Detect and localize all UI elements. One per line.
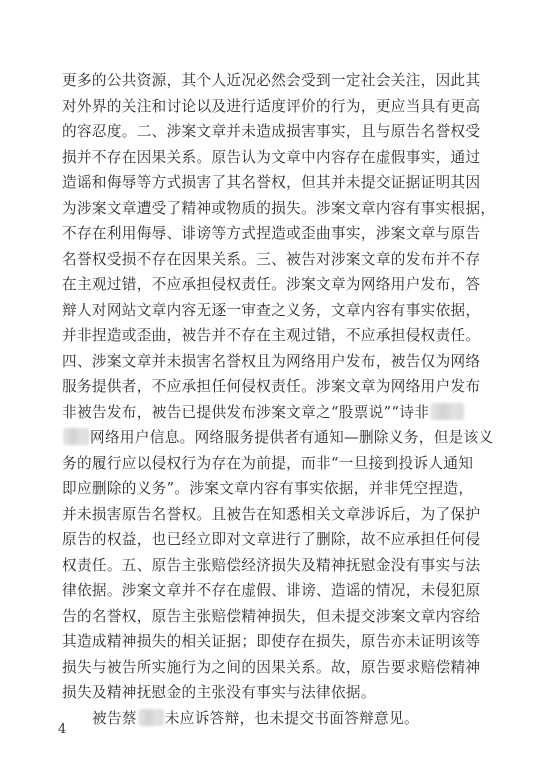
text-line-with-redaction: [62, 425, 502, 451]
text-line: 并未损害原告名誉权。且被告在知悉相关文章涉诉后，为了保护: [62, 505, 481, 523]
text-line: 不存在利用侮辱、诽谤等方式捏造或歪曲事实，涉案文章与原告: [62, 225, 481, 242]
text-line: 为涉案文章遭受了精神或物质的损失。涉案文章内容有事实根据，: [62, 199, 496, 217]
text-line: 四、涉案文章并未损害名誉权且为网络用户发布，被告仅为网络: [62, 352, 481, 370]
text-segment: 未应诉答辩，也未提交书面答辩意见。: [164, 709, 419, 727]
page-number: 4: [58, 722, 67, 737]
text-line: 损失与被告所实施行为之间的因果关系。故，原告要求赔偿精神: [62, 658, 481, 676]
text-line: 的容忍度。二、涉案文章并未造成损害事实，且与原告名誉权受: [62, 123, 481, 140]
text-line: 律依据。涉案文章并不存在虚假、诽谤、造谣的情况，未侵犯原: [62, 582, 481, 599]
text-line: 更多的公共资源，其个人近况必然会受到一定社会关注，因此其: [62, 72, 481, 89]
text-line: 在主观过错，不应承担侵权责任。涉案文章为网络用户发布，答: [62, 276, 481, 293]
redaction-blur: [138, 709, 164, 726]
text-line: 辩人对网站文章内容无逐一审查之义务，文章内容有事实依据，: [62, 301, 481, 319]
text-segment: 网络用户信息。网络服务提供者有通知—删除义务，但是该义: [90, 429, 494, 446]
text-line: 并非捏造或歪曲，被告并不存在主观过错，不应承担侵权责任。: [62, 327, 481, 344]
text-line: 对外界的关注和讨论以及进行适度评价的行为，更应当具有更高: [62, 97, 481, 115]
text-line: 服务提供者，不应承担任何侵权责任。涉案文章为网络用户发布: [62, 378, 481, 395]
text-line: 损并不存在因果关系。原告认为文章中内容存在虚假事实，通过: [62, 148, 481, 166]
text-line: 权责任。五、原告主张赔偿经济损失及精神抚慰金没有事实与法: [62, 556, 481, 574]
text-line: 名誉权受损不存在因果关系。三、被告对涉案文章的发布并不存: [62, 250, 481, 268]
text-line: 其造成精神损失的相关证据；即使存在损失，原告亦未证明该等: [62, 633, 481, 650]
text-line: 即应删除的义务”。涉案文章内容有事实依据，并非凭空捏造，: [62, 480, 474, 497]
redaction-blur: [63, 428, 89, 445]
text-line: 损失及精神抚慰金的主张没有事实与法律依据。: [62, 684, 376, 701]
redaction-blur: [430, 403, 464, 420]
text-line: 务的履行应以侵权行为存在为前提，而非“一旦接到投诉人通知: [62, 454, 474, 472]
text-line: 告的名誉权，原告主张赔偿精神损失，但未提交涉案文章内容给: [62, 607, 481, 625]
text-line: 原告的权益，也已经立即对文章进行了删除，故不应承担任何侵: [62, 531, 481, 548]
text-line-with-redaction: [62, 706, 502, 732]
text-line: 造谣和侮辱等方式损害了其名誉权，但其并未提交证据证明其因: [62, 174, 481, 191]
text-segment: 被告蔡: [92, 709, 137, 727]
text-segment: 非被告发布，被告已提供发布涉案文章之“股票说”“诗非: [62, 403, 430, 421]
document-body: [62, 68, 502, 731]
text-line-with-redaction: [62, 400, 502, 426]
